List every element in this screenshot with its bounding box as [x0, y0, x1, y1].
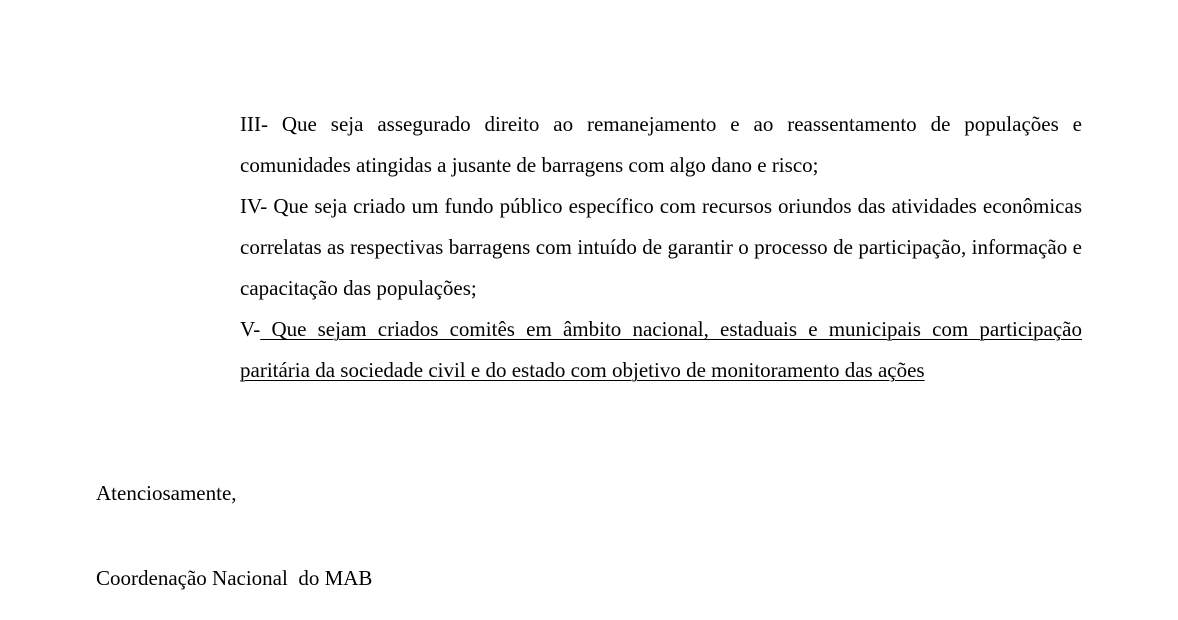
item-v-numeral: V- [240, 317, 261, 341]
item-v-text: Que sejam criados comitês em âmbito nacional, estaduais e municipais com participação paritária da sociedade civil e do estado com objetivo de monitoramento das ações [240, 317, 1083, 382]
item-iv [240, 186, 1082, 309]
signature: Coordenação Nacional do MAB [96, 566, 373, 590]
demands-list [240, 104, 1082, 391]
item-iii-numeral: III- [240, 112, 268, 136]
item-iii-text: Que seja assegurado direito ao remanejamento e ao reassentamento de populações e comunidades atingidas a jusante de barragens com algo dano e risco; [240, 112, 1082, 177]
closing-salutation: Atenciosamente, [96, 481, 237, 505]
item-iii [240, 104, 1082, 186]
item-v [240, 309, 1082, 391]
item-iv-numeral: IV- [240, 194, 268, 218]
item-iv-text: Que seja criado um fundo público específico com recursos oriundos das atividades econômicas correlatas as respectivas barragens com intuído de garantir o processo de participação, informação e capacitação das populações; [240, 194, 1082, 300]
